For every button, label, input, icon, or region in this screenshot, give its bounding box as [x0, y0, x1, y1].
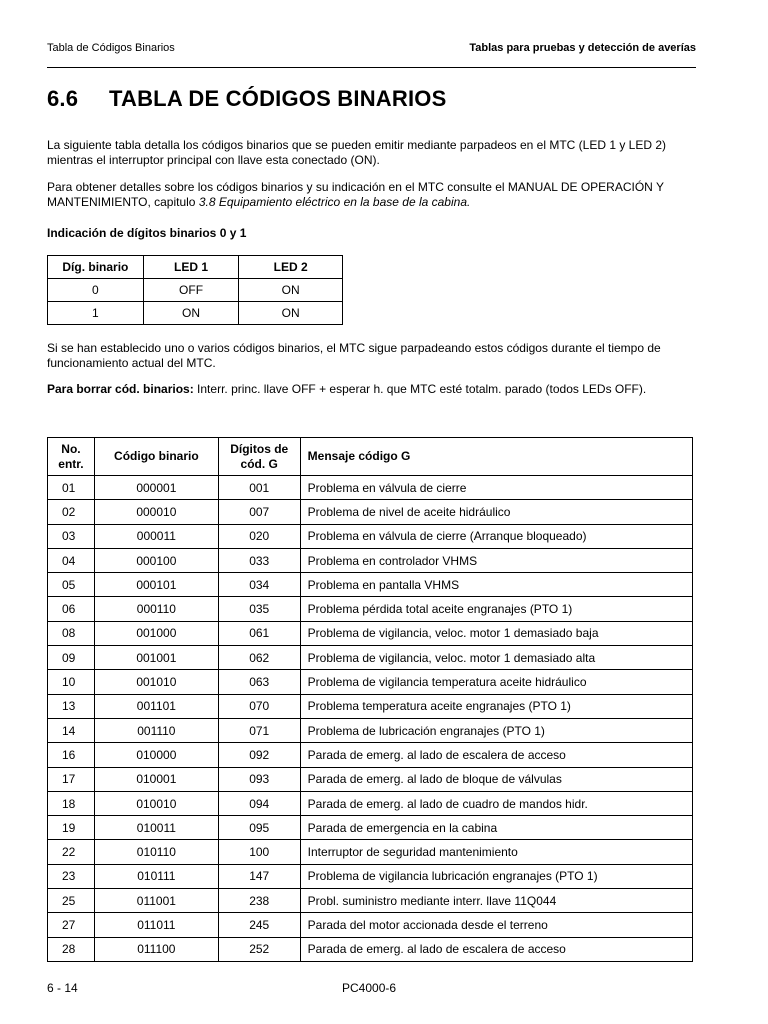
- binary-code-cell: 000011: [94, 524, 218, 548]
- table-row: [48, 840, 693, 864]
- binary-code-cell: 001001: [94, 646, 218, 670]
- table-row: [48, 500, 693, 524]
- led1-cell: OFF: [143, 279, 239, 302]
- table-row: [48, 597, 693, 621]
- led-table-heading: Indicación de dígitos binarios 0 y 1: [47, 226, 247, 240]
- manual-chapter-reference: 3.8 Equipamiento eléctrico en la base de la cabina.: [198, 195, 471, 209]
- g-code-digits-cell: 020: [218, 524, 300, 548]
- led-table-header-row: [48, 256, 343, 279]
- g-code-digits-cell: 033: [218, 548, 300, 572]
- g-code-digits-cell: 007: [218, 500, 300, 524]
- header-rule: [47, 67, 696, 68]
- table-row: [48, 743, 693, 767]
- led-table-row: [48, 302, 343, 325]
- clear-codes-text: Interr. princ. llave OFF + esperar h. que MTC esté totalm. parado (todos LEDs OFF).: [193, 382, 647, 396]
- g-code-message-cell: Problema de vigilancia, veloc. motor 1 demasiado baja: [300, 621, 692, 645]
- table-row: [48, 913, 693, 937]
- g-code-message-cell: Parada de emergencia en la cabina: [300, 816, 692, 840]
- g-code-message-cell: Problema en pantalla VHMS: [300, 573, 692, 597]
- intro-paragraph-2: [47, 180, 697, 210]
- g-code-message-cell: Probl. suministro mediante interr. llave 11Q044: [300, 889, 692, 913]
- section-number: 6.6: [47, 86, 79, 111]
- entry-number-cell: 14: [48, 718, 95, 742]
- g-code-message-cell: Problema en controlador VHMS: [300, 548, 692, 572]
- g-code-message-cell: Problema de vigilancia lubricación engranajes (PTO 1): [300, 864, 692, 888]
- g-code-digits-cell: 071: [218, 718, 300, 742]
- g-code-digits-cell: 061: [218, 621, 300, 645]
- entry-number-cell: 22: [48, 840, 95, 864]
- g-code-message-cell: Problema temperatura aceite engranajes (PTO 1): [300, 694, 692, 718]
- g-code-message-cell: Parada de emerg. al lado de escalera de acceso: [300, 743, 692, 767]
- table-row: [48, 694, 693, 718]
- binary-code-cell: 001101: [94, 694, 218, 718]
- entry-number-cell: 19: [48, 816, 95, 840]
- g-code-message-cell: Problema de vigilancia temperatura aceite hidráulico: [300, 670, 692, 694]
- binary-code-cell: 001000: [94, 621, 218, 645]
- intro-paragraph-1: La siguiente tabla detalla los códigos binarios que se pueden emitir mediante parpadeos en el MTC (LED 1 y LED 2) mientras el interruptor principal con llave esta conectado (ON).: [47, 138, 667, 167]
- entry-number-cell: 25: [48, 889, 95, 913]
- entry-number-cell: 05: [48, 573, 95, 597]
- binary-digit-cell: 1: [48, 302, 144, 325]
- led2-cell: ON: [239, 302, 343, 325]
- led-indication-table: [47, 255, 343, 325]
- g-code-message-cell: Parada del motor accionada desde el terreno: [300, 913, 692, 937]
- g-code-message-cell: Problema en válvula de cierre: [300, 476, 692, 500]
- g-code-digits-cell: 001: [218, 476, 300, 500]
- table-row: [48, 791, 693, 815]
- table-row: [48, 816, 693, 840]
- binary-code-cell: 001110: [94, 718, 218, 742]
- table-row: [48, 889, 693, 913]
- g-code-digits-cell: 095: [218, 816, 300, 840]
- g-code-message-cell: Problema de vigilancia, veloc. motor 1 demasiado alta: [300, 646, 692, 670]
- binary-digit-cell: 0: [48, 279, 144, 302]
- entry-number-header: No. entr.: [48, 438, 95, 476]
- entry-number-cell: 04: [48, 548, 95, 572]
- entry-number-cell: 27: [48, 913, 95, 937]
- g-code-digits-cell: 238: [218, 889, 300, 913]
- binary-code-cell: 010110: [94, 840, 218, 864]
- table-row: [48, 524, 693, 548]
- g-code-digits-cell: 092: [218, 743, 300, 767]
- binary-code-cell: 000101: [94, 573, 218, 597]
- g-code-message-cell: Problema pérdida total aceite engranajes (PTO 1): [300, 597, 692, 621]
- g-code-message-cell: Problema en válvula de cierre (Arranque bloqueado): [300, 524, 692, 548]
- g-code-digits-cell: 063: [218, 670, 300, 694]
- g-code-digits-cell: 070: [218, 694, 300, 718]
- g-code-digits-cell: 093: [218, 767, 300, 791]
- codes-table-body: [48, 476, 693, 962]
- clear-codes-label: Para borrar cód. binarios:: [47, 382, 194, 396]
- g-code-message-cell: Interruptor de seguridad mantenimiento: [300, 840, 692, 864]
- table-row: [48, 646, 693, 670]
- binary-code-header: Código binario: [94, 438, 218, 476]
- g-code-digits-cell: 100: [218, 840, 300, 864]
- g-code-digits-cell: 147: [218, 864, 300, 888]
- table-row: [48, 718, 693, 742]
- entry-number-cell: 10: [48, 670, 95, 694]
- g-code-digits-cell: 035: [218, 597, 300, 621]
- table-row: [48, 864, 693, 888]
- persistence-paragraph: Si se han establecido uno o varios códigos binarios, el MTC sigue parpadeando estos códigos durante el tiempo de funcionamiento actual del MTC.: [47, 341, 661, 370]
- table-row: [48, 621, 693, 645]
- entry-number-cell: 02: [48, 500, 95, 524]
- header-right-title: Tablas para pruebas y detección de averías: [469, 42, 696, 54]
- entry-number-cell: 01: [48, 476, 95, 500]
- model-number: PC4000-6: [342, 981, 397, 995]
- entry-number-cell: 18: [48, 791, 95, 815]
- led-col-header: LED 1: [143, 256, 239, 279]
- binary-code-cell: 011011: [94, 913, 218, 937]
- entry-number-cell: 13: [48, 694, 95, 718]
- header-left-title: Tabla de Códigos Binarios: [47, 42, 175, 54]
- entry-number-cell: 08: [48, 621, 95, 645]
- binary-code-cell: 000110: [94, 597, 218, 621]
- table-row: [48, 548, 693, 572]
- entry-number-cell: 28: [48, 937, 95, 961]
- binary-code-cell: 010011: [94, 816, 218, 840]
- intro-paragraph-2-text: Para obtener detalles sobre los códigos binarios y su indicación en el MTC consulte el MANUAL DE OPERACIÓN Y MANTENIMIENTO, capitulo: [47, 180, 664, 209]
- entry-number-cell: 17: [48, 767, 95, 791]
- section-heading: TABLA DE CÓDIGOS BINARIOS: [109, 86, 447, 111]
- binary-codes-table: [47, 437, 693, 962]
- page-number: 6 - 14: [47, 981, 78, 995]
- clear-codes-paragraph: [47, 382, 697, 397]
- g-code-message-cell: Parada de emerg. al lado de escalera de acceso: [300, 937, 692, 961]
- binary-code-cell: 010010: [94, 791, 218, 815]
- table-row: [48, 476, 693, 500]
- binary-code-cell: 011100: [94, 937, 218, 961]
- binary-code-cell: 010111: [94, 864, 218, 888]
- table-row: [48, 767, 693, 791]
- binary-code-cell: 010001: [94, 767, 218, 791]
- g-code-message-cell: Parada de emerg. al lado de cuadro de mandos hidr.: [300, 791, 692, 815]
- table-row: [48, 573, 693, 597]
- binary-code-cell: 000100: [94, 548, 218, 572]
- entry-number-cell: 06: [48, 597, 95, 621]
- g-code-digits-cell: 062: [218, 646, 300, 670]
- table-row: [48, 937, 693, 961]
- binary-code-cell: 001010: [94, 670, 218, 694]
- led-col-header: LED 2: [239, 256, 343, 279]
- g-code-message-cell: Problema de nivel de aceite hidráulico: [300, 500, 692, 524]
- binary-code-cell: 011001: [94, 889, 218, 913]
- codes-table-header-row: [48, 438, 693, 476]
- binary-code-cell: 010000: [94, 743, 218, 767]
- page-header: [47, 42, 696, 58]
- binary-code-cell: 000010: [94, 500, 218, 524]
- g-code-digits-cell: 094: [218, 791, 300, 815]
- g-code-message-cell: Parada de emerg. al lado de bloque de válvulas: [300, 767, 692, 791]
- table-row: [48, 670, 693, 694]
- led-table-row: [48, 279, 343, 302]
- led2-cell: ON: [239, 279, 343, 302]
- entry-number-cell: 16: [48, 743, 95, 767]
- g-code-message-cell: Problema de lubricación engranajes (PTO 1): [300, 718, 692, 742]
- g-code-digits-cell: 245: [218, 913, 300, 937]
- section-title: [47, 86, 446, 112]
- led-col-header: Díg. binario: [48, 256, 144, 279]
- g-code-message-header: Mensaje código G: [300, 438, 692, 476]
- entry-number-cell: 03: [48, 524, 95, 548]
- binary-code-cell: 000001: [94, 476, 218, 500]
- g-code-digits-cell: 034: [218, 573, 300, 597]
- entry-number-cell: 09: [48, 646, 95, 670]
- g-code-digits-cell: 252: [218, 937, 300, 961]
- led1-cell: ON: [143, 302, 239, 325]
- entry-number-cell: 23: [48, 864, 95, 888]
- g-code-digits-header: Dígitos de cód. G: [218, 438, 300, 476]
